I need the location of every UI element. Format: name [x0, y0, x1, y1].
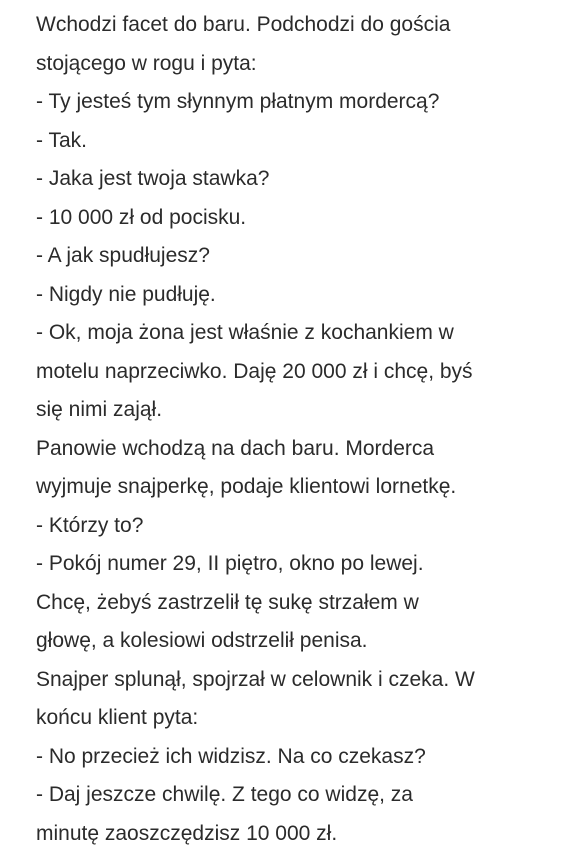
text-line: - No przecież ich widzisz. Na co czekasz? — [36, 744, 426, 768]
text-line: - 10 000 zł od pocisku. — [36, 205, 247, 229]
text-line: - Którzy to? — [36, 513, 144, 537]
text-line: - A jak spudłujesz? — [36, 244, 210, 267]
text-line: - Ty jesteś tym słynnym płatnym mordercą? — [36, 90, 440, 113]
text-line: Wchodzi facet do baru. Podchodzi do gościa — [36, 13, 451, 36]
text-line: minutę zaoszczędzisz 10 000 zł. — [36, 821, 338, 845]
joke-text — [36, 6, 576, 853]
text-line: Chcę, żebyś zastrzelił tę sukę strzałem w — [36, 590, 419, 614]
text-line: - Tak. — [36, 128, 87, 152]
text-line: końcu klient pyta: — [36, 706, 199, 729]
text-line: Snajper splunął, spojrzał w celownik i czeka. W — [36, 667, 475, 691]
text-line: wyjmuje snajperkę, podaje klientowi lornetkę. — [36, 475, 457, 498]
text-line: motelu naprzeciwko. Daję 20 000 zł i chcę, byś — [36, 359, 473, 383]
text-line: - Ok, moja żona jest właśnie z kochankiem w — [36, 321, 454, 344]
text-line: stojącego w rogu i pyta: — [36, 51, 257, 75]
text-line: Panowie wchodzą na dach baru. Morderca — [36, 436, 435, 460]
text-line: głowę, a kolesiowi odstrzelił penisa. — [36, 629, 368, 652]
text-line: - Nigdy nie pudłuję. — [36, 282, 216, 306]
text-line: - Daj jeszcze chwilę. Z tego co widzę, za — [36, 783, 413, 806]
text-line: - Pokój numer 29, II piętro, okno po lewej. — [36, 552, 424, 575]
text-line: się nimi zajął. — [36, 398, 163, 421]
text-line: - Jaka jest twoja stawka? — [36, 167, 270, 190]
